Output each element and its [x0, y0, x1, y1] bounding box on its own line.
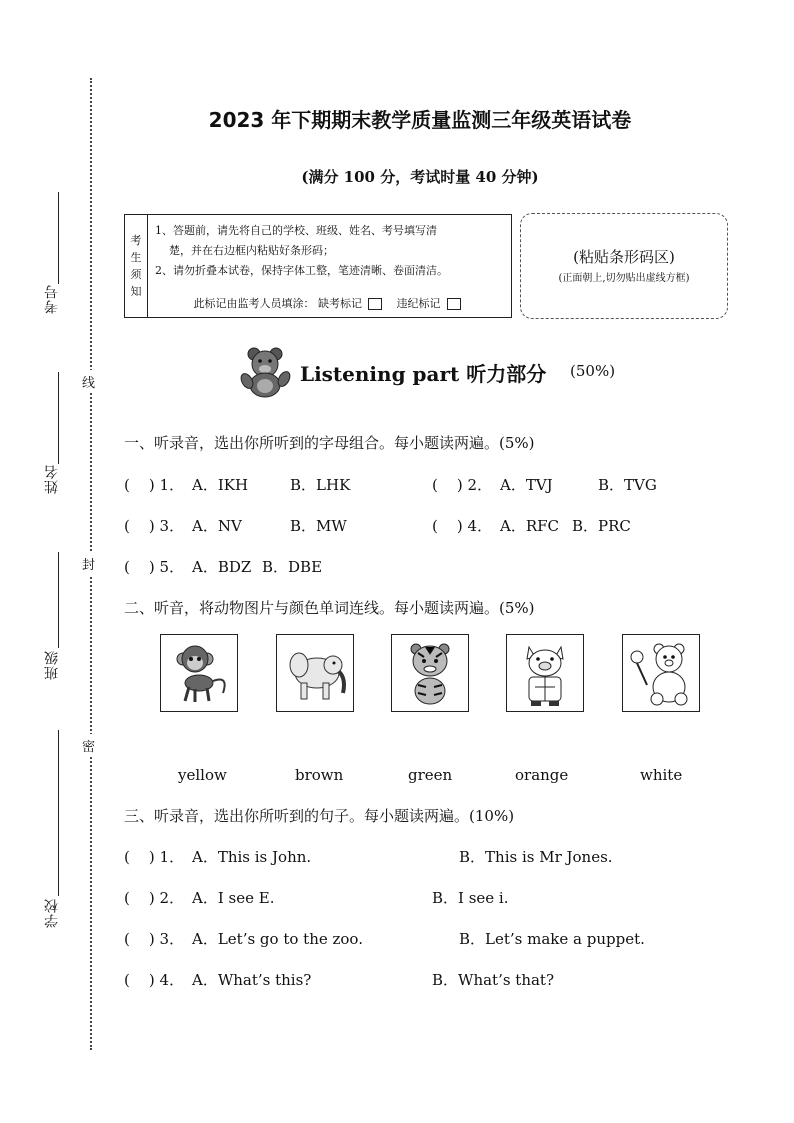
s1-q2-num: ( ) 2． [432, 476, 493, 494]
notice-side-char: 生 [130, 251, 142, 264]
listening-part-title [300, 358, 546, 387]
section-3-score: (10%) [469, 807, 515, 825]
listening-score: (50%) [570, 362, 616, 380]
s3-q4-option-a: A．What’s this? [192, 971, 312, 989]
pig-picture [506, 634, 584, 712]
s1-q4-num: ( ) 4． [432, 517, 493, 535]
section-2-heading-text: 二、听音，将动物图片与颜色单词连线。每小题读两遍。 [124, 599, 500, 617]
s3-q2-option-b: B．I see i. [432, 889, 509, 907]
notice-line-1: 1、答题前，请先将自己的学校、班级、姓名、考号填写清 [155, 224, 437, 237]
s1-q2-option-b: B．TVG [598, 476, 657, 494]
barcode-title: (粘贴条形码区) [573, 248, 675, 266]
tiger-picture [391, 634, 469, 712]
section-1-score: (5%) [499, 434, 535, 452]
s1-q1-option-a: A．IKH [192, 476, 249, 494]
s3-q1-option-b: B．This is Mr Jones. [459, 848, 613, 866]
examinee-notice-box [124, 214, 512, 318]
notice-line-2: 2、请勿折叠本试卷，保持字体工整，笔迹清晰、卷面清洁。 [155, 264, 448, 277]
s3-q1-num: ( ) 1． [124, 848, 185, 866]
kaohao-label: 考号 [44, 284, 60, 314]
s1-q4-option-a: A．RFC [500, 517, 560, 535]
notice-side-char: 知 [130, 285, 142, 298]
seal-word-xian: 线 [82, 370, 95, 393]
exam-title: 2023 年下期期末教学质量监测三年级英语试卷 [208, 108, 632, 132]
s1-q5-option-b: B．DBE [262, 558, 323, 576]
notice-side-label [125, 215, 148, 317]
section-3-heading-text: 三、听录音，选出你所听到的句子。每小题读两遍。 [124, 807, 470, 825]
mark-intro: 此标记由监考人员填涂： [193, 297, 315, 310]
violation-mark-label: 违纪标记 [396, 297, 441, 310]
s3-q2-num: ( ) 2． [124, 889, 185, 907]
s3-q4-option-b: B．What’s that? [432, 971, 555, 989]
monkey-picture [160, 634, 238, 712]
color-word-orange: orange [515, 766, 569, 784]
seal-word-feng: 封 [82, 552, 95, 575]
s3-q2-option-a: A．I see E. [192, 889, 275, 907]
color-word-brown: brown [295, 766, 344, 784]
s1-q5-option-a: A．BDZ [192, 558, 252, 576]
proctor-mark-row [147, 295, 511, 311]
s3-q3-num: ( ) 3． [124, 930, 185, 948]
section-2-score: (5%) [499, 599, 535, 617]
color-word-yellow: yellow [178, 766, 227, 784]
s1-q4-option-b: B．PRC [572, 517, 631, 535]
barcode-note: (正面朝上,切勿贴出虚线方框) [558, 273, 690, 284]
section-3-heading [124, 805, 514, 826]
listening-title-cn: 听力部分 [466, 362, 547, 386]
absent-mark-label: 缺考标记 [318, 297, 362, 310]
name-write-line [58, 372, 59, 464]
color-word-white: white [640, 766, 683, 784]
section-2-heading [124, 597, 535, 618]
s1-q1-num: ( ) 1． [124, 476, 185, 494]
s1-q3-option-a: A．NV [192, 517, 242, 535]
s1-q5-num: ( ) 5． [124, 558, 185, 576]
notice-side-char: 考 [130, 234, 142, 247]
barcode-area [520, 213, 728, 319]
section-1-heading-text: 一、听录音，选出你所听到的字母组合。每小题读两遍。 [124, 434, 500, 452]
color-word-green: green [408, 766, 453, 784]
s1-q3-option-b: B．MW [290, 517, 347, 535]
s3-q3-option-b: B．Let’s make a puppet. [459, 930, 645, 948]
s1-q3-num: ( ) 3． [124, 517, 185, 535]
bear-picture [622, 634, 700, 712]
bear-mascot-icon [238, 346, 294, 398]
school-label: 学校 [44, 898, 60, 928]
class-label: 班级 [44, 650, 60, 680]
s1-q2-option-a: A．TVJ [500, 476, 553, 494]
s3-q3-option-a: A．Let’s go to the zoo. [192, 930, 363, 948]
notice-side-char: 须 [130, 268, 142, 281]
class-write-line [58, 552, 59, 648]
absent-mark-checkbox[interactable] [368, 298, 382, 310]
section-1-heading [124, 432, 535, 453]
s1-q1-option-b: B．LHK [290, 476, 351, 494]
seal-word-mi: 密 [82, 734, 95, 757]
kaohao-write-line [58, 192, 59, 284]
s3-q4-num: ( ) 4． [124, 971, 185, 989]
name-label: 姓名 [44, 464, 60, 494]
notice-line-1b: 楚，并在右边框内粘贴好条形码； [169, 244, 334, 257]
elephant-picture [276, 634, 354, 712]
violation-mark-checkbox[interactable] [447, 298, 461, 310]
notice-body [155, 221, 505, 281]
school-write-line [58, 730, 59, 896]
s3-q1-option-a: A．This is John. [192, 848, 312, 866]
listening-title-en: Listening part [300, 362, 467, 386]
exam-subtitle: (满分 100 分，考试时量 40 分钟) [301, 168, 539, 186]
